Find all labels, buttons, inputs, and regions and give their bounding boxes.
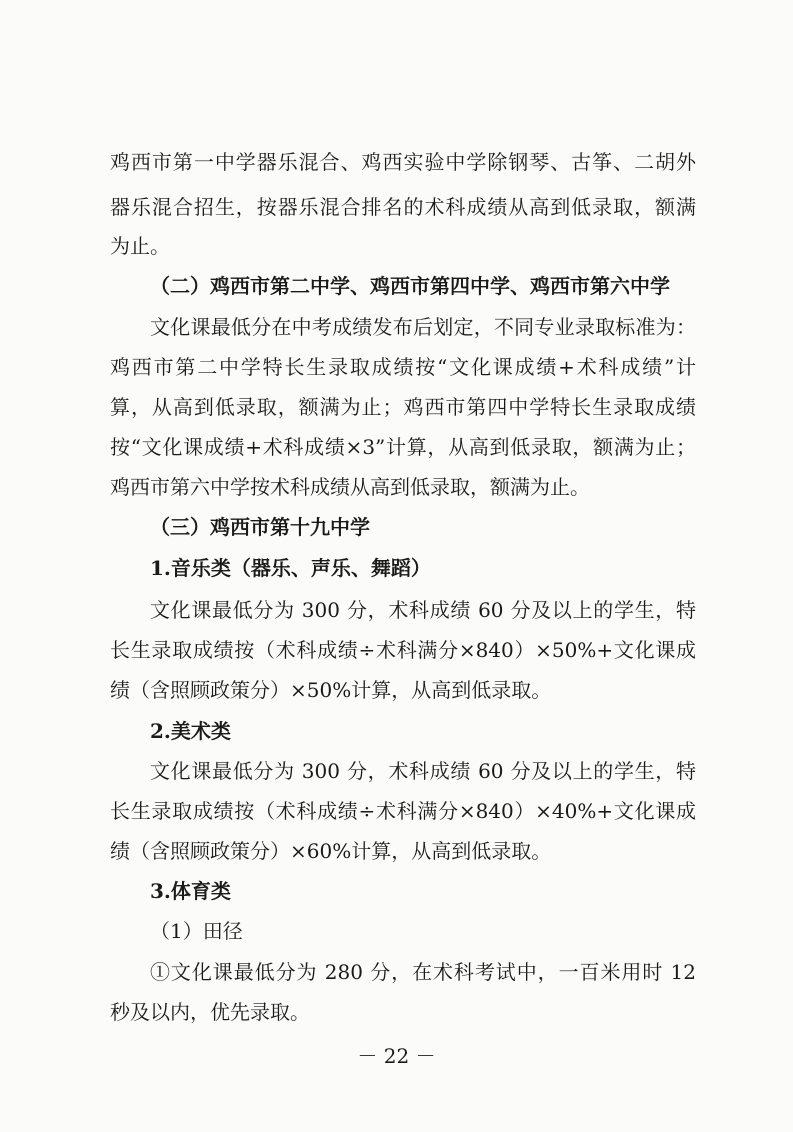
text-line: 鸡西市第一中学器乐混合、鸡西实验中学除钢琴、古筝、二胡外: [110, 150, 696, 174]
text-line: 算，从高到低录取，额满为止；鸡西市第四中学特长生录取成绩: [110, 395, 696, 419]
text-line: 长生录取成绩按（术科成绩÷术科满分×840）×50%+文化课成: [110, 638, 696, 662]
text-line: ①文化课最低分为 280 分，在术科考试中，一百米用时 12: [150, 960, 696, 984]
text-line: 绩（含照顾政策分）×60%计算，从高到低录取。: [110, 839, 552, 863]
text-line: 长生录取成绩按（术科成绩÷术科满分×840）×40%+文化课成: [110, 799, 696, 823]
subsection-heading: 3.体育类: [150, 879, 231, 903]
item-heading: （1）田径: [150, 919, 243, 943]
text-line: 按“文化课成绩+术科成绩×3”计算，从高到低录取，额满为止；: [110, 435, 696, 459]
text-line: 器乐混合招生，按器乐混合排名的术科成绩从高到低录取，额满: [110, 195, 696, 219]
page-number: － 22 －: [357, 1044, 436, 1068]
subsection-heading: 1.音乐类（器乐、声乐、舞蹈）: [150, 556, 431, 580]
text-line: 文化课最低分为 300 分，术科成绩 60 分及以上的学生，特: [150, 759, 696, 783]
text-line: 鸡西市第六中学按术科成绩从高到低录取，额满为止。: [110, 475, 590, 499]
text-line: 鸡西市第二中学特长生录取成绩按“文化课成绩+术科成绩”计: [110, 355, 696, 379]
section-heading: （三）鸡西市第十九中学: [150, 515, 370, 539]
text-line: 为止。: [110, 234, 170, 258]
text-line: 文化课最低分为 300 分，术科成绩 60 分及以上的学生，特: [150, 598, 696, 622]
section-heading: （二）鸡西市第二中学、鸡西市第四中学、鸡西市第六中学: [150, 274, 670, 298]
subsection-heading: 2.美术类: [150, 719, 231, 743]
text-line: 绩（含照顾政策分）×50%计算，从高到低录取。: [110, 678, 552, 702]
text-line: 秒及以内，优先录取。: [110, 1000, 310, 1024]
text-line: 文化课最低分在中考成绩发布后划定，不同专业录取标准为：: [150, 315, 696, 339]
